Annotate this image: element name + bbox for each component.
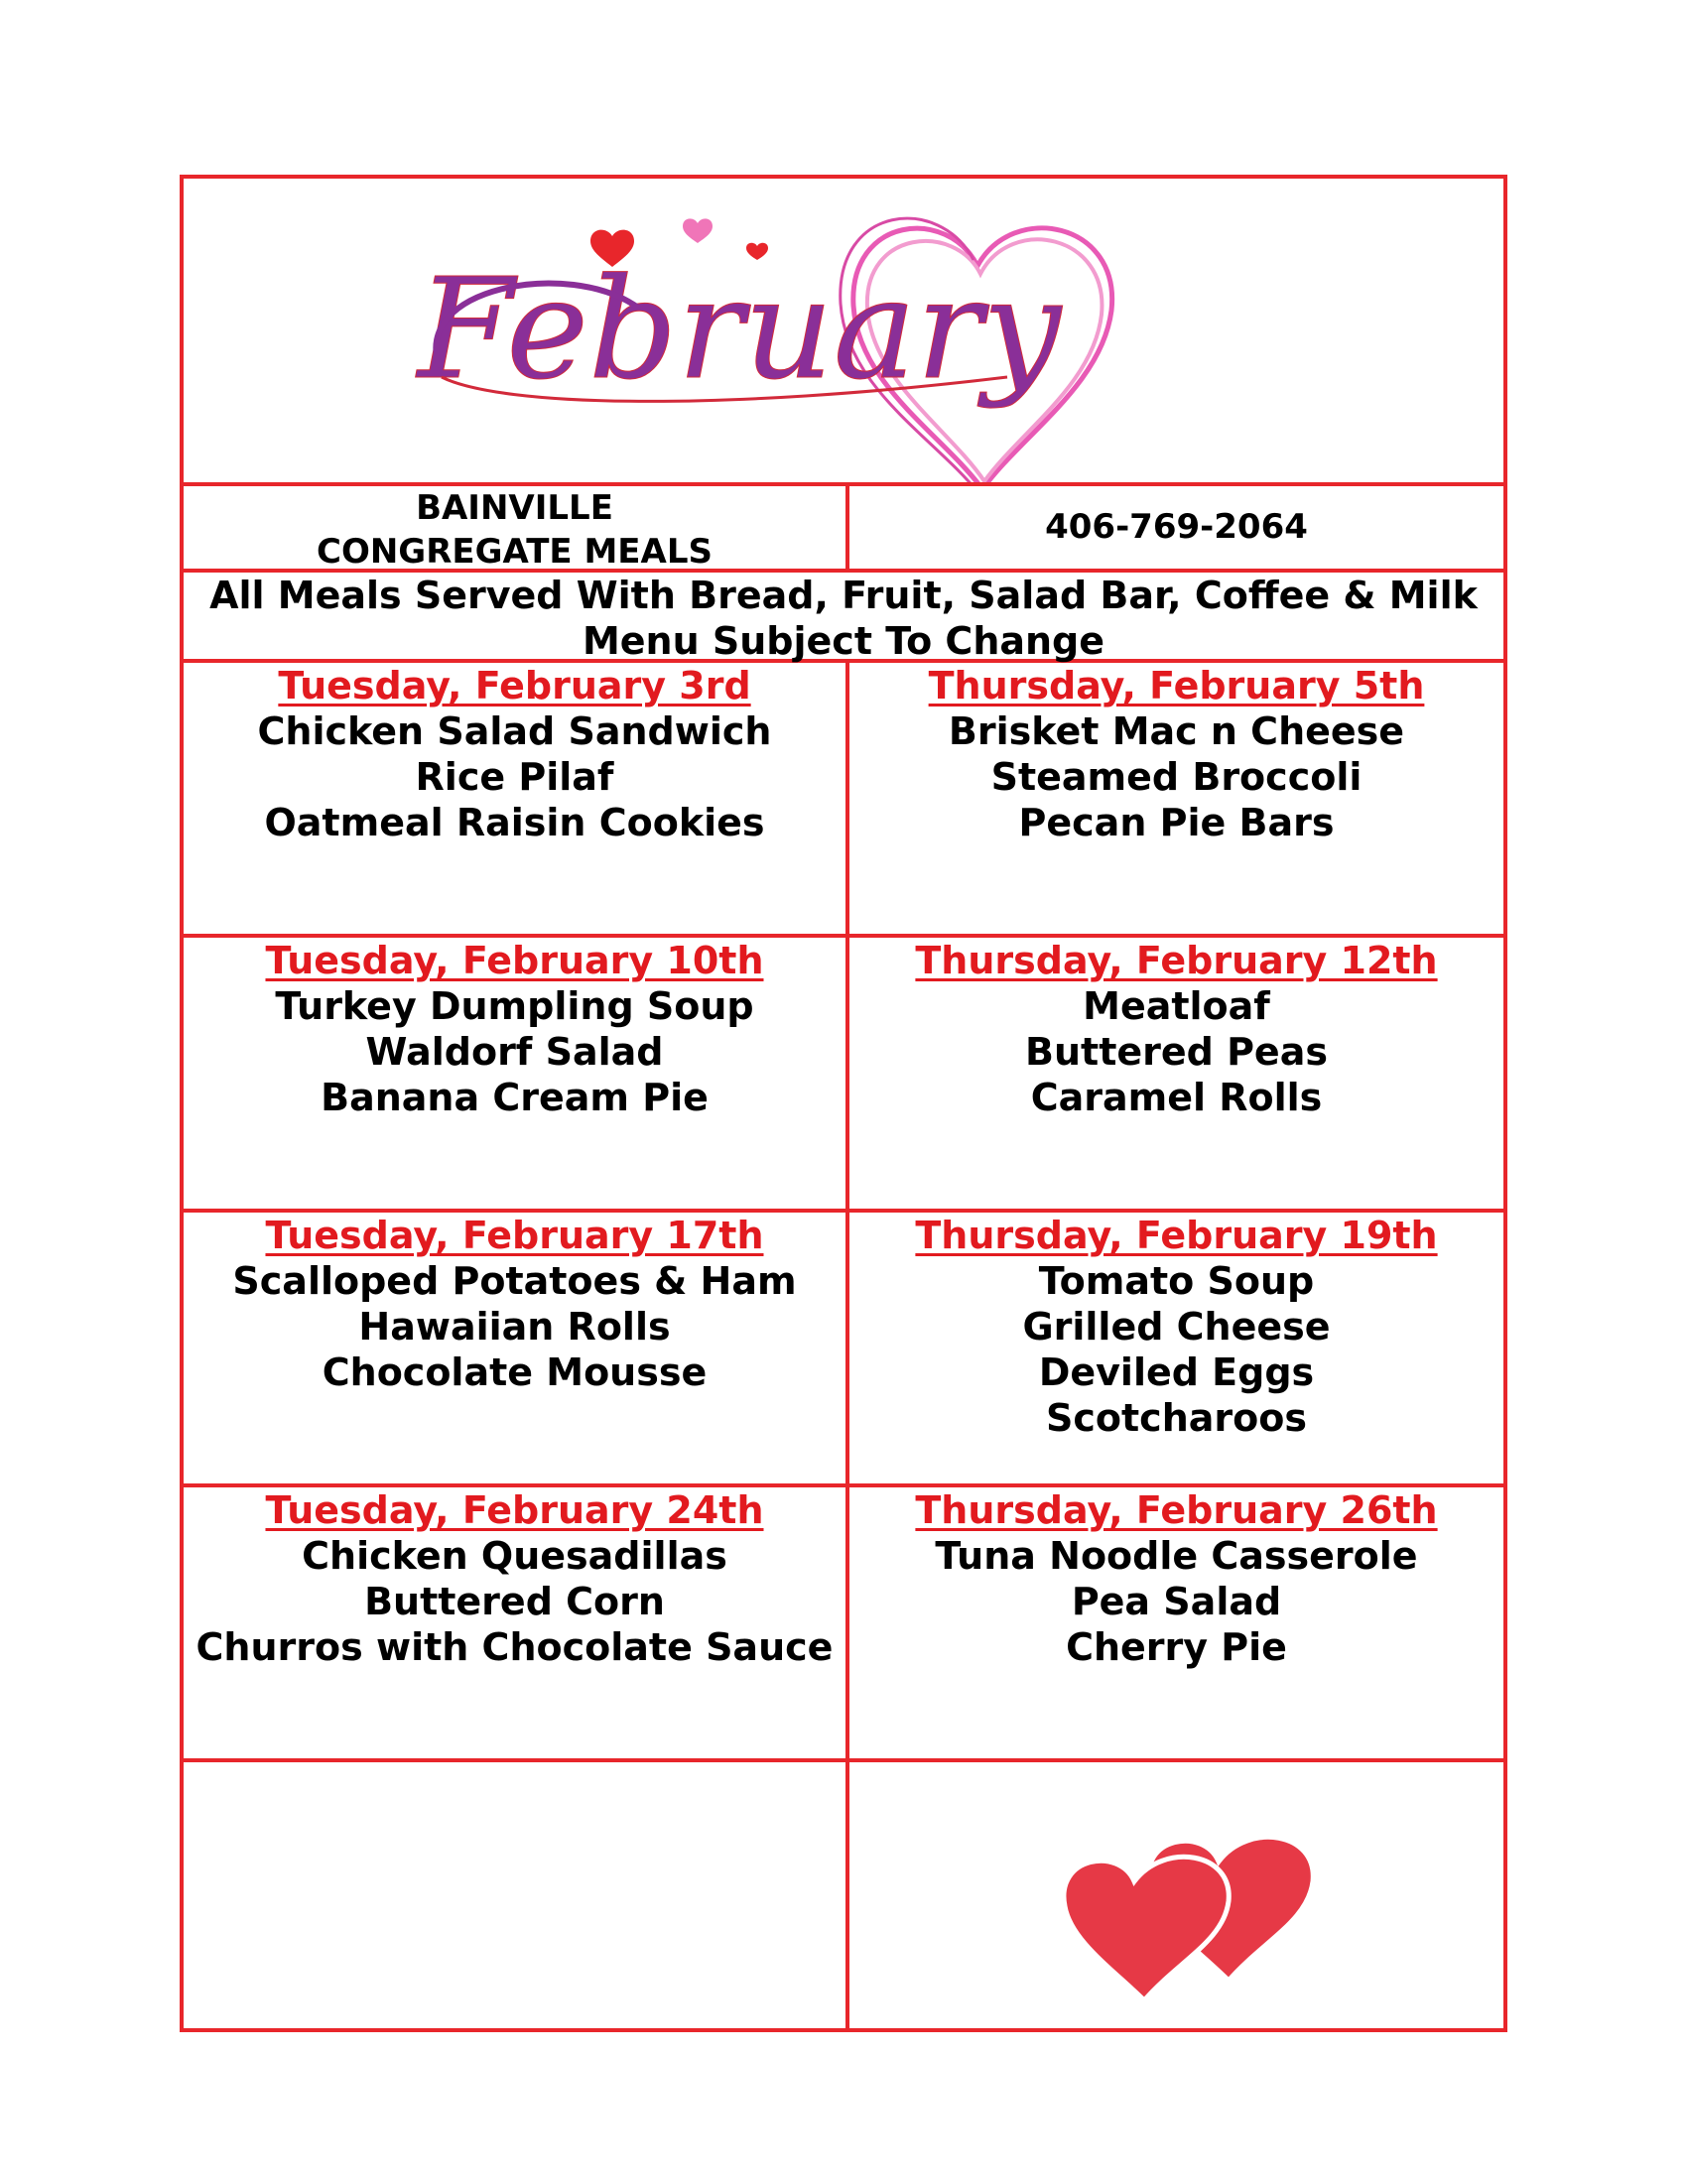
menu-item: Banana Cream Pie: [321, 1076, 709, 1119]
menu-date: Tuesday, February 10th: [265, 939, 764, 982]
menu-sheet: [180, 175, 1507, 2032]
menu-day-cell: [184, 1213, 845, 1483]
february-heart-logo-icon: [184, 179, 1503, 482]
menu-day-cell: [184, 663, 845, 934]
menu-day-cell: [849, 663, 1503, 934]
menu-item: Deviled Eggs: [1038, 1350, 1315, 1394]
menu-date: Thursday, February 12th: [915, 939, 1438, 982]
phone-number: [849, 486, 1503, 569]
february-logo: [184, 179, 1503, 482]
menu-date: Thursday, February 5th: [928, 664, 1425, 707]
empty-footer-cell: [184, 1762, 845, 2032]
menu-date: Thursday, February 26th: [915, 1488, 1438, 1532]
menu-date: Tuesday, February 17th: [265, 1214, 764, 1257]
menu-item: Hawaiian Rolls: [358, 1305, 671, 1349]
menu-item: Grilled Cheese: [1022, 1305, 1331, 1349]
menu-item: Buttered Corn: [364, 1580, 665, 1623]
menu-item: Steamed Broccoli: [990, 755, 1363, 799]
menu-item: Cherry Pie: [1066, 1625, 1287, 1669]
menu-item: Chicken Salad Sandwich: [257, 709, 772, 753]
menu-item: Waldorf Salad: [365, 1030, 664, 1074]
menu-item: Buttered Peas: [1025, 1030, 1328, 1074]
menu-item: Pea Salad: [1071, 1580, 1282, 1623]
menu-date: Thursday, February 19th: [915, 1214, 1438, 1257]
menu-item: Chicken Quesadillas: [302, 1534, 727, 1578]
menu-item: Meatloaf: [1083, 984, 1270, 1028]
menu-item: Rice Pilaf: [415, 755, 614, 799]
menu-day-cell: [184, 1487, 845, 1758]
menu-item: Turkey Dumpling Soup: [275, 984, 754, 1028]
phone-text: 406-769-2064: [1045, 507, 1308, 547]
menu-item: Oatmeal Raisin Cookies: [264, 801, 765, 844]
menu-item: Chocolate Mousse: [322, 1350, 708, 1394]
menu-item: Brisket Mac n Cheese: [948, 709, 1405, 753]
banner-line-1: All Meals Served With Bread, Fruit, Salad Bar, Coffee & Milk: [209, 574, 1478, 617]
double-hearts-icon: [1060, 1822, 1318, 2000]
menu-date: Tuesday, February 3rd: [278, 664, 751, 707]
organization-name: [184, 486, 845, 572]
service-banner: [184, 573, 1503, 663]
menu-item: Caramel Rolls: [1030, 1076, 1323, 1119]
menu-item: Tuna Noodle Casserole: [935, 1534, 1418, 1578]
menu-item: Scotcharoos: [1046, 1396, 1307, 1440]
menu-item: Pecan Pie Bars: [1018, 801, 1335, 844]
menu-item: Scalloped Potatoes & Ham: [232, 1259, 797, 1303]
menu-day-cell: [184, 938, 845, 1209]
svg-text:February: February: [417, 249, 1062, 411]
menu-date: Tuesday, February 24th: [265, 1488, 764, 1532]
footer-decoration-cell: [849, 1762, 1503, 2032]
org-line-2: CONGREGATE MEALS: [317, 532, 713, 572]
menu-item: Churros with Chocolate Sauce: [195, 1625, 834, 1669]
menu-day-cell: [849, 938, 1503, 1209]
menu-item: Tomato Soup: [1038, 1259, 1315, 1303]
menu-day-cell: [849, 1487, 1503, 1758]
menu-day-cell: [849, 1213, 1503, 1483]
banner-line-2: Menu Subject To Change: [582, 619, 1105, 663]
org-line-1: BAINVILLE: [416, 488, 613, 528]
